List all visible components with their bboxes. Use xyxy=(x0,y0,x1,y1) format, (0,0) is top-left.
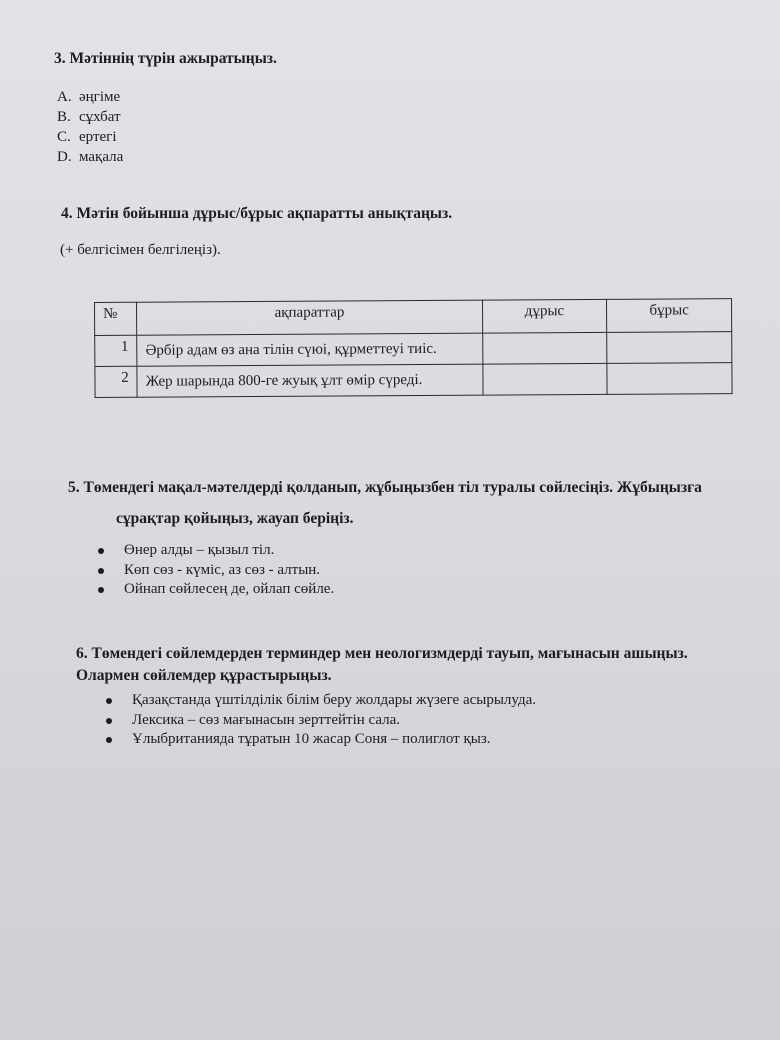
option-a xyxy=(57,89,120,106)
correct-cell[interactable] xyxy=(482,363,607,395)
wrong-cell[interactable] xyxy=(607,363,732,395)
proverb-text: Өнер алды – қызыл тіл. xyxy=(124,542,275,558)
row-statement: Әрбір адам өз ана тілін сүюі, құрметтеуі тиіс. xyxy=(137,333,482,366)
true-false-table xyxy=(94,298,733,398)
option-text: әңгіме xyxy=(79,89,121,105)
header-correct: дұрыс xyxy=(482,299,607,333)
correct-cell[interactable] xyxy=(482,332,607,364)
question-6-title-line1: 6. Төмендегі сөйлемдерден терминдер мен неологизмдерді тауып, мағынасын ашыңыз. xyxy=(76,645,688,662)
table-header-row xyxy=(95,299,732,336)
list-item xyxy=(96,562,334,582)
sentence-text: Ұлыбританияда тұратын 10 жасар Соня – полиглот қыз. xyxy=(132,731,491,747)
question-3-title: 3. Мәтіннің түрін ажыратыңыз. xyxy=(54,50,277,67)
sentence-text: Лексика – сөз мағынасын зерттейтін сала. xyxy=(132,711,401,728)
question-5-title-line2: сұрақтар қойыңыз, жауап беріңіз. xyxy=(116,510,354,527)
option-letter: C. xyxy=(57,129,71,145)
option-text: сұхбат xyxy=(79,109,121,125)
option-c xyxy=(57,129,117,146)
proverb-text: Көп сөз - күміс, аз сөз - алтын. xyxy=(124,561,321,578)
wrong-cell[interactable] xyxy=(607,332,732,364)
header-wrong: бұрыс xyxy=(607,299,732,333)
question-6-title-line2: Олармен сөйлемдер құрастырыңыз. xyxy=(76,667,332,684)
bullet-icon xyxy=(106,737,112,743)
list-item xyxy=(104,712,536,732)
option-text: ертегі xyxy=(79,129,117,145)
option-d xyxy=(57,149,123,166)
option-letter: D. xyxy=(57,149,72,165)
option-letter: A. xyxy=(57,89,72,105)
bullet-icon xyxy=(98,587,104,593)
table-row xyxy=(95,332,732,367)
sentence-text: Қазақстанда үштілділік білім беру жолдары жүзеге асырылуда. xyxy=(132,692,536,708)
bullet-icon xyxy=(98,568,104,574)
bullet-icon xyxy=(98,548,104,554)
option-text: мақала xyxy=(79,149,124,165)
proverb-list xyxy=(96,542,334,601)
question-4-note: (+ белгісімен белгілеңіз). xyxy=(60,242,221,258)
bullet-icon xyxy=(106,718,112,724)
sentence-list xyxy=(104,692,536,751)
option-letter: B. xyxy=(57,109,71,125)
list-item xyxy=(96,581,334,601)
question-4-title: 4. Мәтін бойынша дұрыс/бұрыс ақпаратты анықтаңыз. xyxy=(61,205,453,222)
list-item xyxy=(96,542,334,562)
bullet-icon xyxy=(106,698,112,704)
question-5-title-line1: 5. Төмендегі мақал-мәтелдерді қолданып, жұбыңызбен тіл туралы сөйлесіңіз. Жұбыңызға xyxy=(68,479,702,496)
question-6-title xyxy=(76,643,776,687)
option-b xyxy=(57,109,121,126)
row-number: 2 xyxy=(95,366,137,397)
question-5-title xyxy=(68,472,773,534)
row-statement: Жер шарында 800-ге жуық ұлт өмір сүреді. xyxy=(137,364,482,397)
list-item xyxy=(104,692,536,712)
list-item xyxy=(104,731,536,751)
proverb-text: Ойнап сөйлесең де, ойлап сөйле. xyxy=(124,581,335,597)
table-row xyxy=(95,363,732,398)
header-number: № xyxy=(95,302,137,335)
row-number: 1 xyxy=(95,335,137,366)
header-info: ақпараттар xyxy=(137,300,482,335)
